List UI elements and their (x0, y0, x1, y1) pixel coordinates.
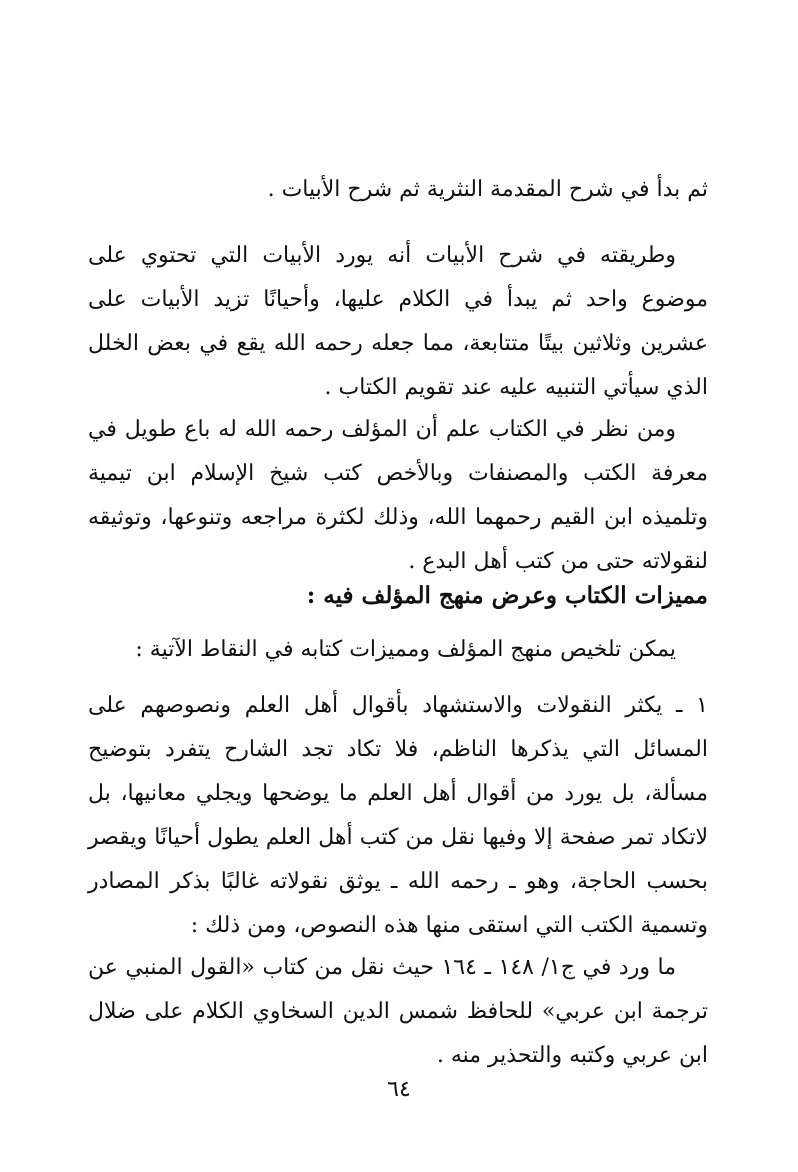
paragraph-intro: ثم بدأ في شرح المقدمة النثرية ثم شرح الأبيات . (267, 177, 708, 202)
paragraph-method: وطريقته في شرح الأبيات أنه يورد الأبيات التي تحتوي على موضوع واحد ثم يبدأ في الكلام عليها، وأحيانًا تزيد الأبيات على عشرين وثلاثين بيتًا متتابعة، مما جعله رحمه الله يقع في بعض الخلل الذي سيأتي التنبيه عليه عند تقويم الكتاب . (88, 243, 708, 400)
section-heading: مميزات الكتاب وعرض منهج المؤلف فيه : (306, 582, 708, 609)
page-number: ٦٤ (387, 1077, 411, 1102)
paragraph-summary-intro: يمكن تلخيص منهج المؤلف ومميزات كتابه في النقاط الآتية : (135, 637, 676, 662)
paragraph-sources: ومن نظر في الكتاب علم أن المؤلف رحمه الله له باع طويل في معرفة الكتب والمصنفات وبالأخص كتب شيخ الإسلام ابن تيمية وتلميذه ابن القيم رحمهما الله، وذلك لكثرة مراجعه وتنوعها، وتوثيقه لنقولاته حتى من كتب أهل البدع . (88, 417, 708, 574)
paragraph-point-1: ١ ـ يكثر النقولات والاستشهاد بأقوال أهل العلم ونصوصهم على المسائل التي يذكرها الناظم، فلا تكاد تجد الشارح يتفرد بتوضيح مسألة، بل يورد من أقوال أهل العلم ما يوضحها ويجلي معانيها، بل لاتكاد تمر صفحة إلا وفيها نقل من كتب أهل العلم يطول أحيانًا ويقصر بحسب الحاجة، وهو ـ رحمه الله ـ يوثق نقولاته غالبًا بذكر المصادر وتسمية الكتب التي استقى منها هذه النصوص، ومن ذلك : (88, 693, 708, 938)
paragraph-example: ما ورد في ج١/ ١٤٨ ـ ١٦٤ حيث نقل من كتاب «القول المنبي عن ترجمة ابن عربي» للحافظ شمس الدين السخاوي الكلام على ضلال ابن عربي وكتبه والتحذير منه . (88, 955, 708, 1068)
